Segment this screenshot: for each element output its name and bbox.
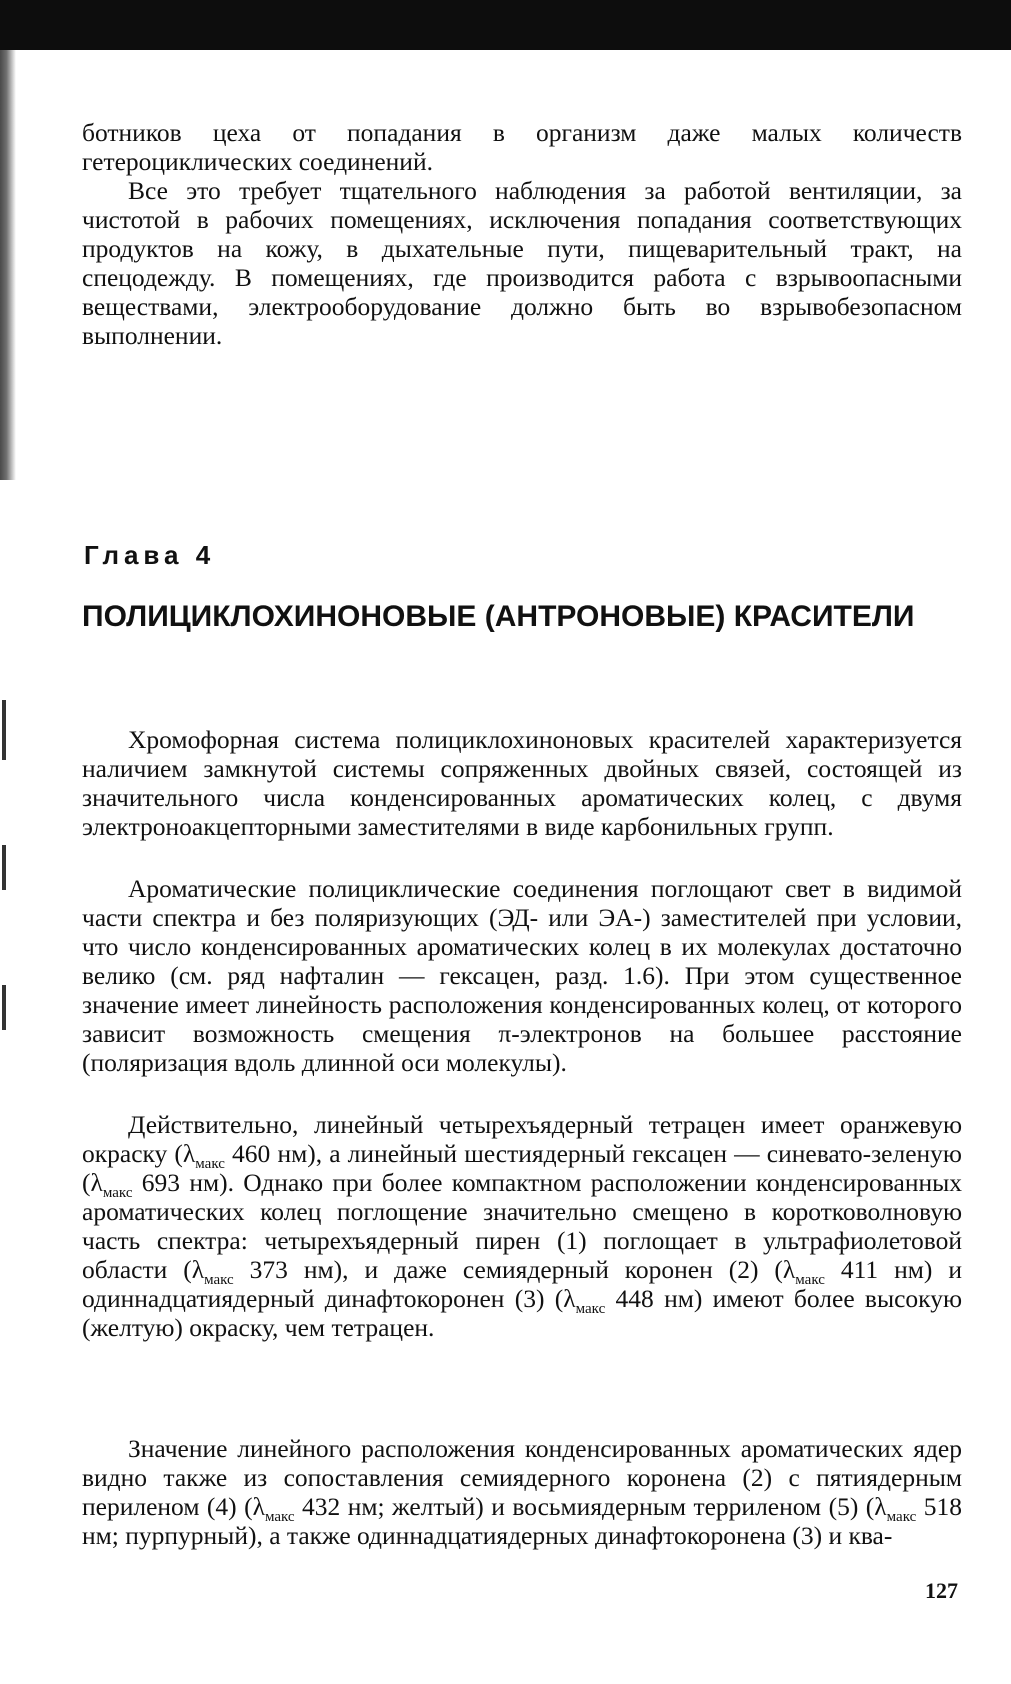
paragraph-aromatic: Ароматические полициклические соединения поглощают свет в видимой части спектра и без поляризующих (ЭД- или ЭА-) заместителей при условии, что число конденсированных ароматических колец в их молекулах достаточно велико (см. ряд нафталин — гексацен, разд. 1.6). При этом существенное значение имеет линейность расположения конденсированных колец, от которого зависит возможность смещения π-электронов на большее расстояние (поляризация вдоль длинной оси молекулы).	[82, 874, 962, 1077]
subscript: макс	[575, 1301, 606, 1318]
subscript: макс	[886, 1509, 917, 1526]
scan-left-edge	[0, 50, 16, 480]
subscript: макс	[204, 1272, 234, 1289]
paragraph-ventilation: Все это требует тщательного наблюдения за работой вентиляции, за чистотой в рабочих помещениях, исключения попадания соответствующих продуктов на кожу, в дыхательные пути, пищеварительный тракт, на спецодежду. В помещениях, где производится работа с взрывоопасными веществами, электрооборудование должно быть во взрывобезопасном выполнении.	[82, 176, 962, 350]
scan-edge-mark	[2, 700, 6, 760]
chapter-title: ПОЛИЦИКЛОХИНОНОВЫЕ (АНТРОНОВЫЕ) КРАСИТЕЛИ	[82, 600, 915, 633]
subscript: макс	[264, 1509, 295, 1526]
subscript: макс	[195, 1156, 225, 1173]
text-run: Значение линейного расположения конденсированных ароматических ядер видно также из сопоставления семиядерного коронена (2) с пятиядерным периленом (4) (λ	[82, 1434, 962, 1521]
text-run: 373 нм), и даже семиядерный коронен (2) (λ	[233, 1255, 796, 1284]
text-run: 411 нм) и одиннадцатиядерный динафтокоронен (3) (λ	[82, 1255, 962, 1313]
text-run: 693 нм). Однако при более компактном расположении конденсированных ароматических колец поглощение значительно смещено в коротковолновую часть спектра: четырехъядерный пирен (1) поглощает в ультрафиолетовой области (λ	[82, 1168, 962, 1284]
text-run: 518 нм; пурпурный), а также одиннадцатиядерных динафтокоронена (3) и ква-	[82, 1492, 962, 1550]
scan-top-border	[0, 0, 1011, 50]
paragraph-linear-arrangement	[82, 1434, 962, 1550]
paragraph-tetracene	[82, 1110, 962, 1342]
chapter-label: Глава 4	[84, 540, 216, 570]
paragraph-continued: ботников цеха от попадания в организм даже малых количеств гетероциклических соединений.	[82, 118, 962, 176]
paragraph-chromophore: Хромофорная система полициклохиноновых красителей характеризуется наличием замкнутой системы сопряженных двойных связей, состоящей из значительного числа конденсированных ароматических колец, с двумя электроноакцепторными заместителями в виде карбонильных групп.	[82, 725, 962, 841]
text-run: Действительно, линейный четырехъядерный тетрацен имеет оранжевую окраску (λ	[82, 1110, 962, 1168]
text-run: 460 нм), а линейный шестиядерный гексацен — синевато-зеленую (λ	[82, 1139, 962, 1197]
subscript: макс	[795, 1272, 825, 1289]
subscript: макс	[102, 1185, 133, 1202]
page-number: 127	[925, 1578, 958, 1603]
scan-edge-mark	[2, 845, 6, 890]
text-run: 432 нм; желтый) и восьмиядерным терриленом (5) (λ	[294, 1492, 887, 1521]
scan-edge-mark	[2, 985, 6, 1030]
text-run: 448 нм) имеют более высокую (желтую) окраску, чем тетрацен.	[82, 1284, 962, 1342]
